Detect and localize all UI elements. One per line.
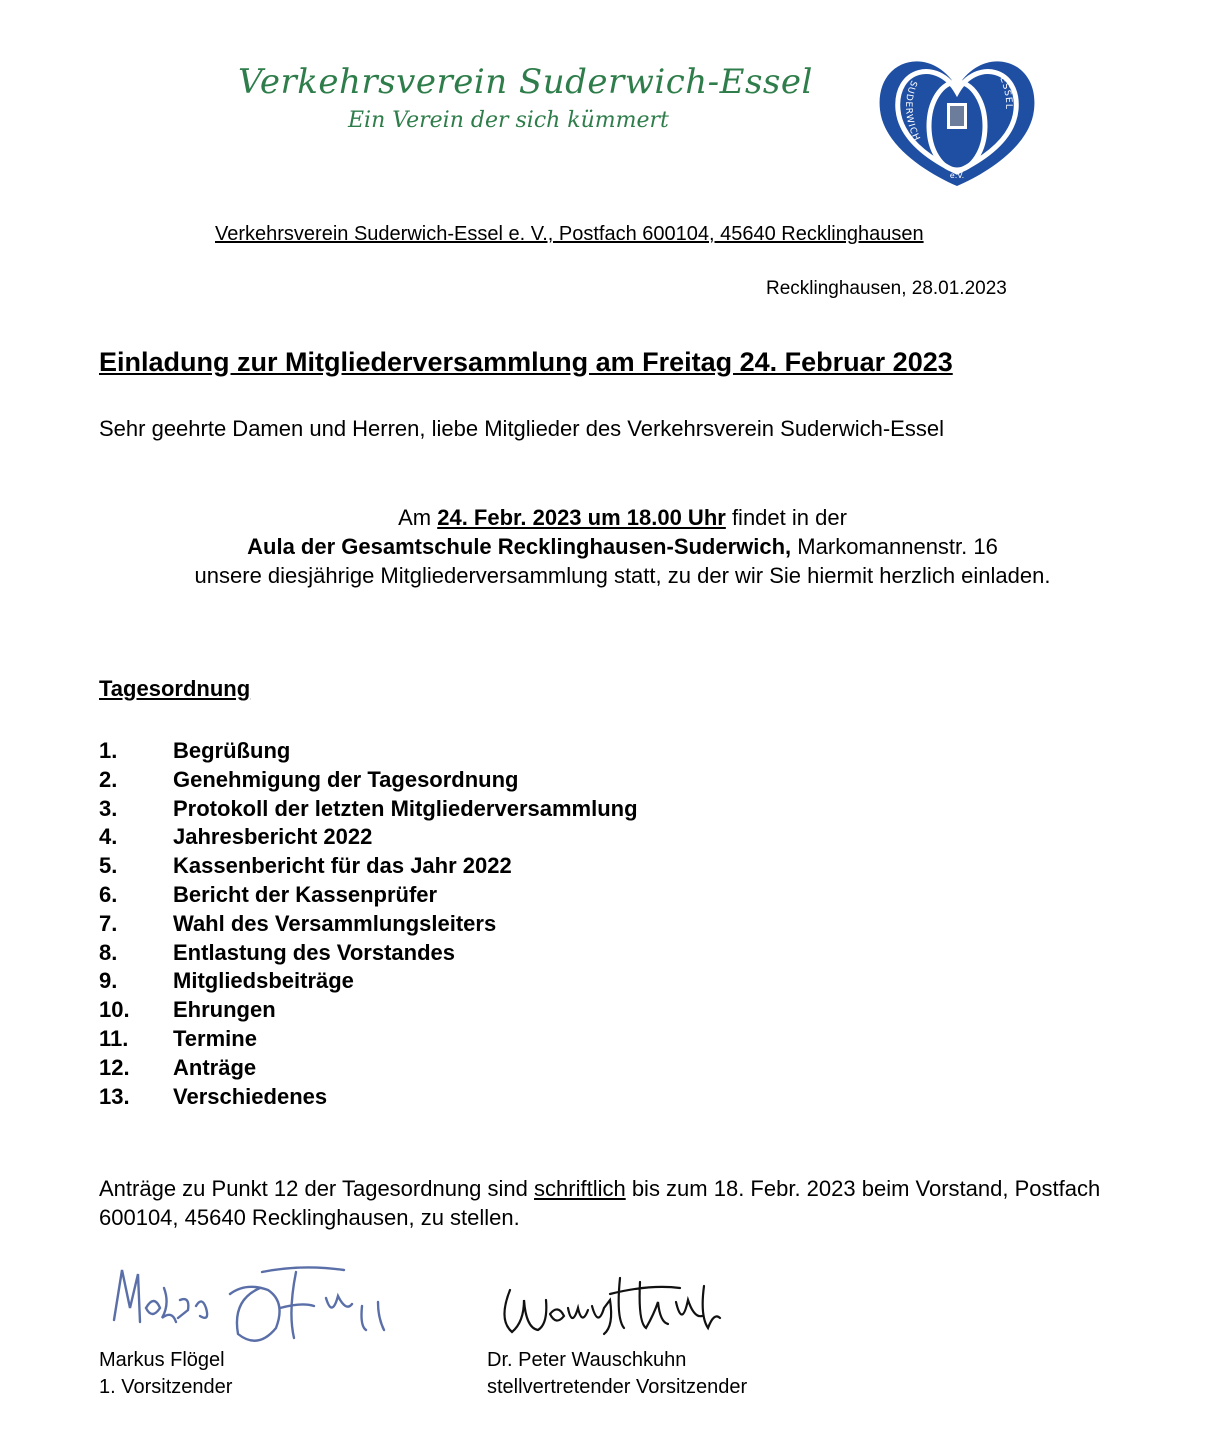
agenda-heading: Tagesordnung [99, 676, 251, 701]
agenda-text: Begrüßung [173, 738, 291, 763]
agenda-item [99, 967, 638, 996]
signer-2-name: Dr. Peter Wauschkuhn [487, 1349, 687, 1371]
closing-emphasis: schriftlich [534, 1176, 626, 1201]
agenda-text: Entlastung des Vorstandes [173, 939, 455, 965]
agenda-num: 12. [99, 1054, 130, 1080]
agenda-num: 7. [99, 910, 118, 936]
signer-1-name: Markus Flögel [99, 1349, 225, 1371]
agenda-item [99, 852, 638, 881]
agenda-text: Ehrungen [173, 997, 276, 1023]
logo-text-left: SUDERWICH [902, 78, 922, 144]
logo-text-bottom: e.V. [949, 171, 965, 180]
agenda-num: 8. [99, 939, 118, 965]
invitation-block [100, 503, 1145, 590]
agenda-item [99, 996, 638, 1025]
closing-part-1: Anträge zu Punkt 12 der Tagesordnung sind [99, 1176, 535, 1201]
agenda-item [99, 766, 638, 795]
agenda-num: 1. [99, 738, 118, 763]
sender-line: Verkehrsverein Suderwich-Essel e. V., Postfach 600104, 45640 Recklinghausen [215, 223, 924, 245]
agenda-item [99, 1054, 638, 1083]
signer-2-role: stellvertretender Vorsitzender [487, 1376, 748, 1398]
agenda-num: 10. [99, 997, 130, 1023]
signature-1-icon [100, 1258, 400, 1350]
letterhead-slogan: Ein Verein der sich kümmert [348, 108, 669, 133]
invitation-line-2 [100, 532, 1145, 561]
agenda-text: Termine [173, 1025, 257, 1051]
agenda-item [99, 939, 638, 968]
agenda-text: Wahl des Versammlungsleiters [173, 910, 497, 936]
agenda-num: 3. [99, 795, 118, 821]
agenda-item [99, 823, 638, 852]
agenda-num: 5. [99, 853, 118, 879]
agenda-text: Bericht der Kassenprüfer [173, 881, 438, 907]
agenda-num: 6. [99, 881, 118, 907]
agenda-item [99, 881, 638, 910]
agenda-item [99, 1083, 638, 1112]
agenda-num: 4. [99, 824, 118, 850]
letterhead-name: Verkehrsverein Suderwich-Essel [238, 62, 813, 102]
agenda-num: 9. [99, 968, 118, 994]
invitation-suffix: findet in der [725, 505, 847, 530]
signer-1 [99, 1347, 232, 1401]
letter-subject: Einladung zur Mitgliederversammlung am Freitag 24. Februar 2023 [99, 347, 953, 377]
greeting: Sehr geehrte Damen und Herren, liebe Mitglieder des Verkehrsverein Suderwich-Essel [99, 416, 944, 441]
agenda-text: Genehmigung der Tagesordnung [173, 766, 519, 792]
signer-1-role: 1. Vorsitzender [99, 1376, 233, 1398]
agenda-text: Kassenbericht für das Jahr 2022 [173, 853, 512, 879]
place-date: Recklinghausen, 28.01.2023 [766, 278, 1007, 299]
club-logo-icon [872, 48, 1042, 188]
agenda-num: 2. [99, 766, 118, 792]
agenda-num: 11. [99, 1025, 129, 1051]
agenda-text: Jahresbericht 2022 [173, 824, 373, 850]
meeting-datetime: 24. Febr. 2023 um 18.00 Uhr [437, 505, 726, 530]
agenda-item [99, 737, 638, 766]
agenda-list [99, 737, 638, 1111]
agenda-item [99, 910, 638, 939]
agenda-text: Mitgliedsbeiträge [173, 968, 354, 994]
closing-part-2: bis zum 18. Febr. 2023 beim Vorstand, Postfach 600104, 45640 Recklinghausen, zu stellen. [99, 1176, 1101, 1230]
agenda-num: 13. [99, 1083, 130, 1109]
invitation-line-1 [100, 503, 1145, 532]
agenda-text: Anträge [173, 1054, 257, 1080]
signature-2-icon [490, 1268, 730, 1348]
invitation-line-3: unsere diesjährige Mitgliederversammlung statt, zu der wir Sie hiermit herzlich einladen. [194, 563, 1051, 588]
agenda-item [99, 795, 638, 824]
invitation-prefix: Am [398, 505, 438, 530]
meeting-venue: Aula der Gesamtschule Recklinghausen-Suderwich, [247, 534, 792, 559]
agenda-item [99, 1025, 638, 1054]
agenda-text: Protokoll der letzten Mitgliederversammlung [173, 795, 638, 821]
agenda-text: Verschiedenes [173, 1083, 328, 1109]
logo-text-right: ESSEL [997, 75, 1014, 110]
closing-paragraph [99, 1174, 1159, 1232]
meeting-address: Markomannenstr. 16 [791, 534, 998, 559]
signer-2 [487, 1347, 747, 1401]
